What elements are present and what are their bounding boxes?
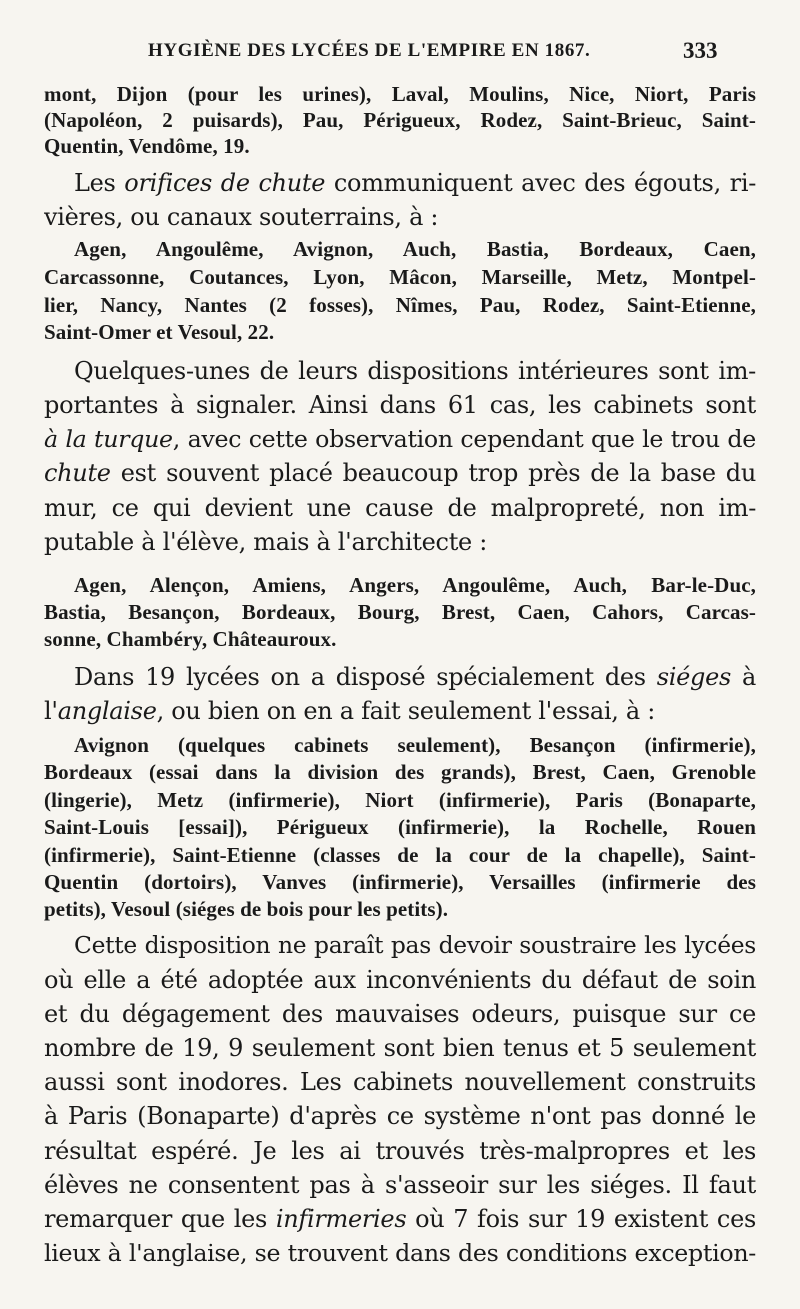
text-span: l' <box>44 697 58 725</box>
text-line: à Paris (Bonaparte) d'après ce système n'ont pas donné le <box>44 1102 756 1130</box>
text-line: (Napoléon, 2 puisards), Pau, Périgueux, Rodez, Saint-Brieuc, Saint- <box>44 108 756 132</box>
text-span: Les <box>74 169 125 197</box>
text-line: (lingerie), Metz (infirmerie), Niort (infirmerie), Paris (Bonaparte, <box>44 788 756 812</box>
text-line: (infirmerie), Saint-Etienne (classes de la cour de la chapelle), Saint- <box>44 843 756 867</box>
text-line: Cette disposition ne paraît pas devoir soustraire les lycées <box>74 931 756 959</box>
text-line: Quentin (dortoirs), Vanves (infirmerie), Versailles (infirmerie des <box>44 870 756 894</box>
text-line: Quentin, Vendôme, 19. <box>44 134 250 158</box>
italic-term: orifices de chute <box>124 169 326 197</box>
text-line: petits), Vesoul (siéges de bois pour les petits). <box>44 897 449 921</box>
italic-term: à la turque <box>44 425 173 453</box>
text-line: Bastia, Besançon, Bordeaux, Bourg, Brest, Caen, Cahors, Carcas- <box>44 600 756 624</box>
italic-term: anglaise <box>57 697 157 725</box>
text-line: lieux à l'anglaise, se trouvent dans des conditions exception- <box>44 1239 756 1267</box>
text-line <box>44 425 756 453</box>
text-line: Carcassonne, Coutances, Lyon, Mâcon, Marseille, Metz, Montpel- <box>44 265 756 289</box>
italic-term: chute <box>44 459 111 487</box>
text-line: Bordeaux (essai dans la division des grands), Brest, Caen, Grenoble <box>44 760 756 784</box>
text-line: portantes à signaler. Ainsi dans 61 cas, les cabinets sont <box>44 391 756 419</box>
page-header <box>0 40 800 70</box>
text-line: élèves ne consentent pas à s'asseoir sur les siéges. Il faut <box>44 1171 756 1199</box>
text-span: Dans 19 lycées on a disposé spécialement des <box>74 663 657 691</box>
text-span: à <box>731 663 756 691</box>
text-span: , ou bien on en a fait seulement l'essai, à : <box>156 697 656 725</box>
text-line: Saint-Louis [essai]), Périgueux (infirmerie), la Rochelle, Rouen <box>44 815 756 839</box>
text-line: putable à l'élève, mais à l'architecte : <box>44 528 488 556</box>
text-line: vières, ou canaux souterrains, à : <box>44 203 439 231</box>
text-span: , avec cette observation cependant que le trou de <box>172 425 756 453</box>
text-line: Avignon (quelques cabinets seulement), Besançon (infirmerie), <box>74 733 756 757</box>
text-line: résultat espéré. Je les ai trouvés très-malpropres et les <box>44 1137 756 1165</box>
text-line: Quelques-unes de leurs dispositions intérieures sont im- <box>74 357 756 385</box>
text-span: remarquer que les <box>44 1205 276 1233</box>
text-line: lier, Nancy, Nantes (2 fosses), Nîmes, Pau, Rodez, Saint-Etienne, <box>44 293 756 317</box>
page-number: 333 <box>683 38 718 63</box>
text-span: est souvent placé beaucoup trop près de la base du <box>110 459 756 487</box>
text-line: sonne, Chambéry, Châteauroux. <box>44 627 337 651</box>
running-title: HYGIÈNE DES LYCÉES DE L'EMPIRE EN 1867. <box>148 40 591 61</box>
text-line <box>74 169 756 197</box>
text-line <box>44 459 756 487</box>
text-line: où elle a été adoptée aux inconvénients du défaut de soin <box>44 966 756 994</box>
text-line: nombre de 19, 9 seulement sont bien tenus et 5 seulement <box>44 1034 756 1062</box>
text-line: mur, ce qui devient une cause de malpropreté, non im- <box>44 494 756 522</box>
italic-term: infirmeries <box>275 1205 407 1233</box>
text-line <box>44 697 756 725</box>
text-span: où 7 fois sur 19 existent ces <box>406 1205 756 1233</box>
text-line: Agen, Angoulême, Avignon, Auch, Bastia, Bordeaux, Caen, <box>74 237 756 261</box>
text-line: Agen, Alençon, Amiens, Angers, Angoulême, Auch, Bar-le-Duc, <box>74 573 756 597</box>
text-line: et du dégagement des mauvaises odeurs, puisque sur ce <box>44 1000 756 1028</box>
text-span: communiquent avec des égouts, ri- <box>325 169 756 197</box>
text-line: mont, Dijon (pour les urines), Laval, Moulins, Nice, Niort, Paris <box>44 82 756 106</box>
text-line: aussi sont inodores. Les cabinets nouvellement construits <box>44 1068 756 1096</box>
text-line <box>44 1205 756 1233</box>
text-line: Saint-Omer et Vesoul, 22. <box>44 320 275 344</box>
text-line <box>74 663 756 691</box>
italic-term: siéges <box>656 663 732 691</box>
